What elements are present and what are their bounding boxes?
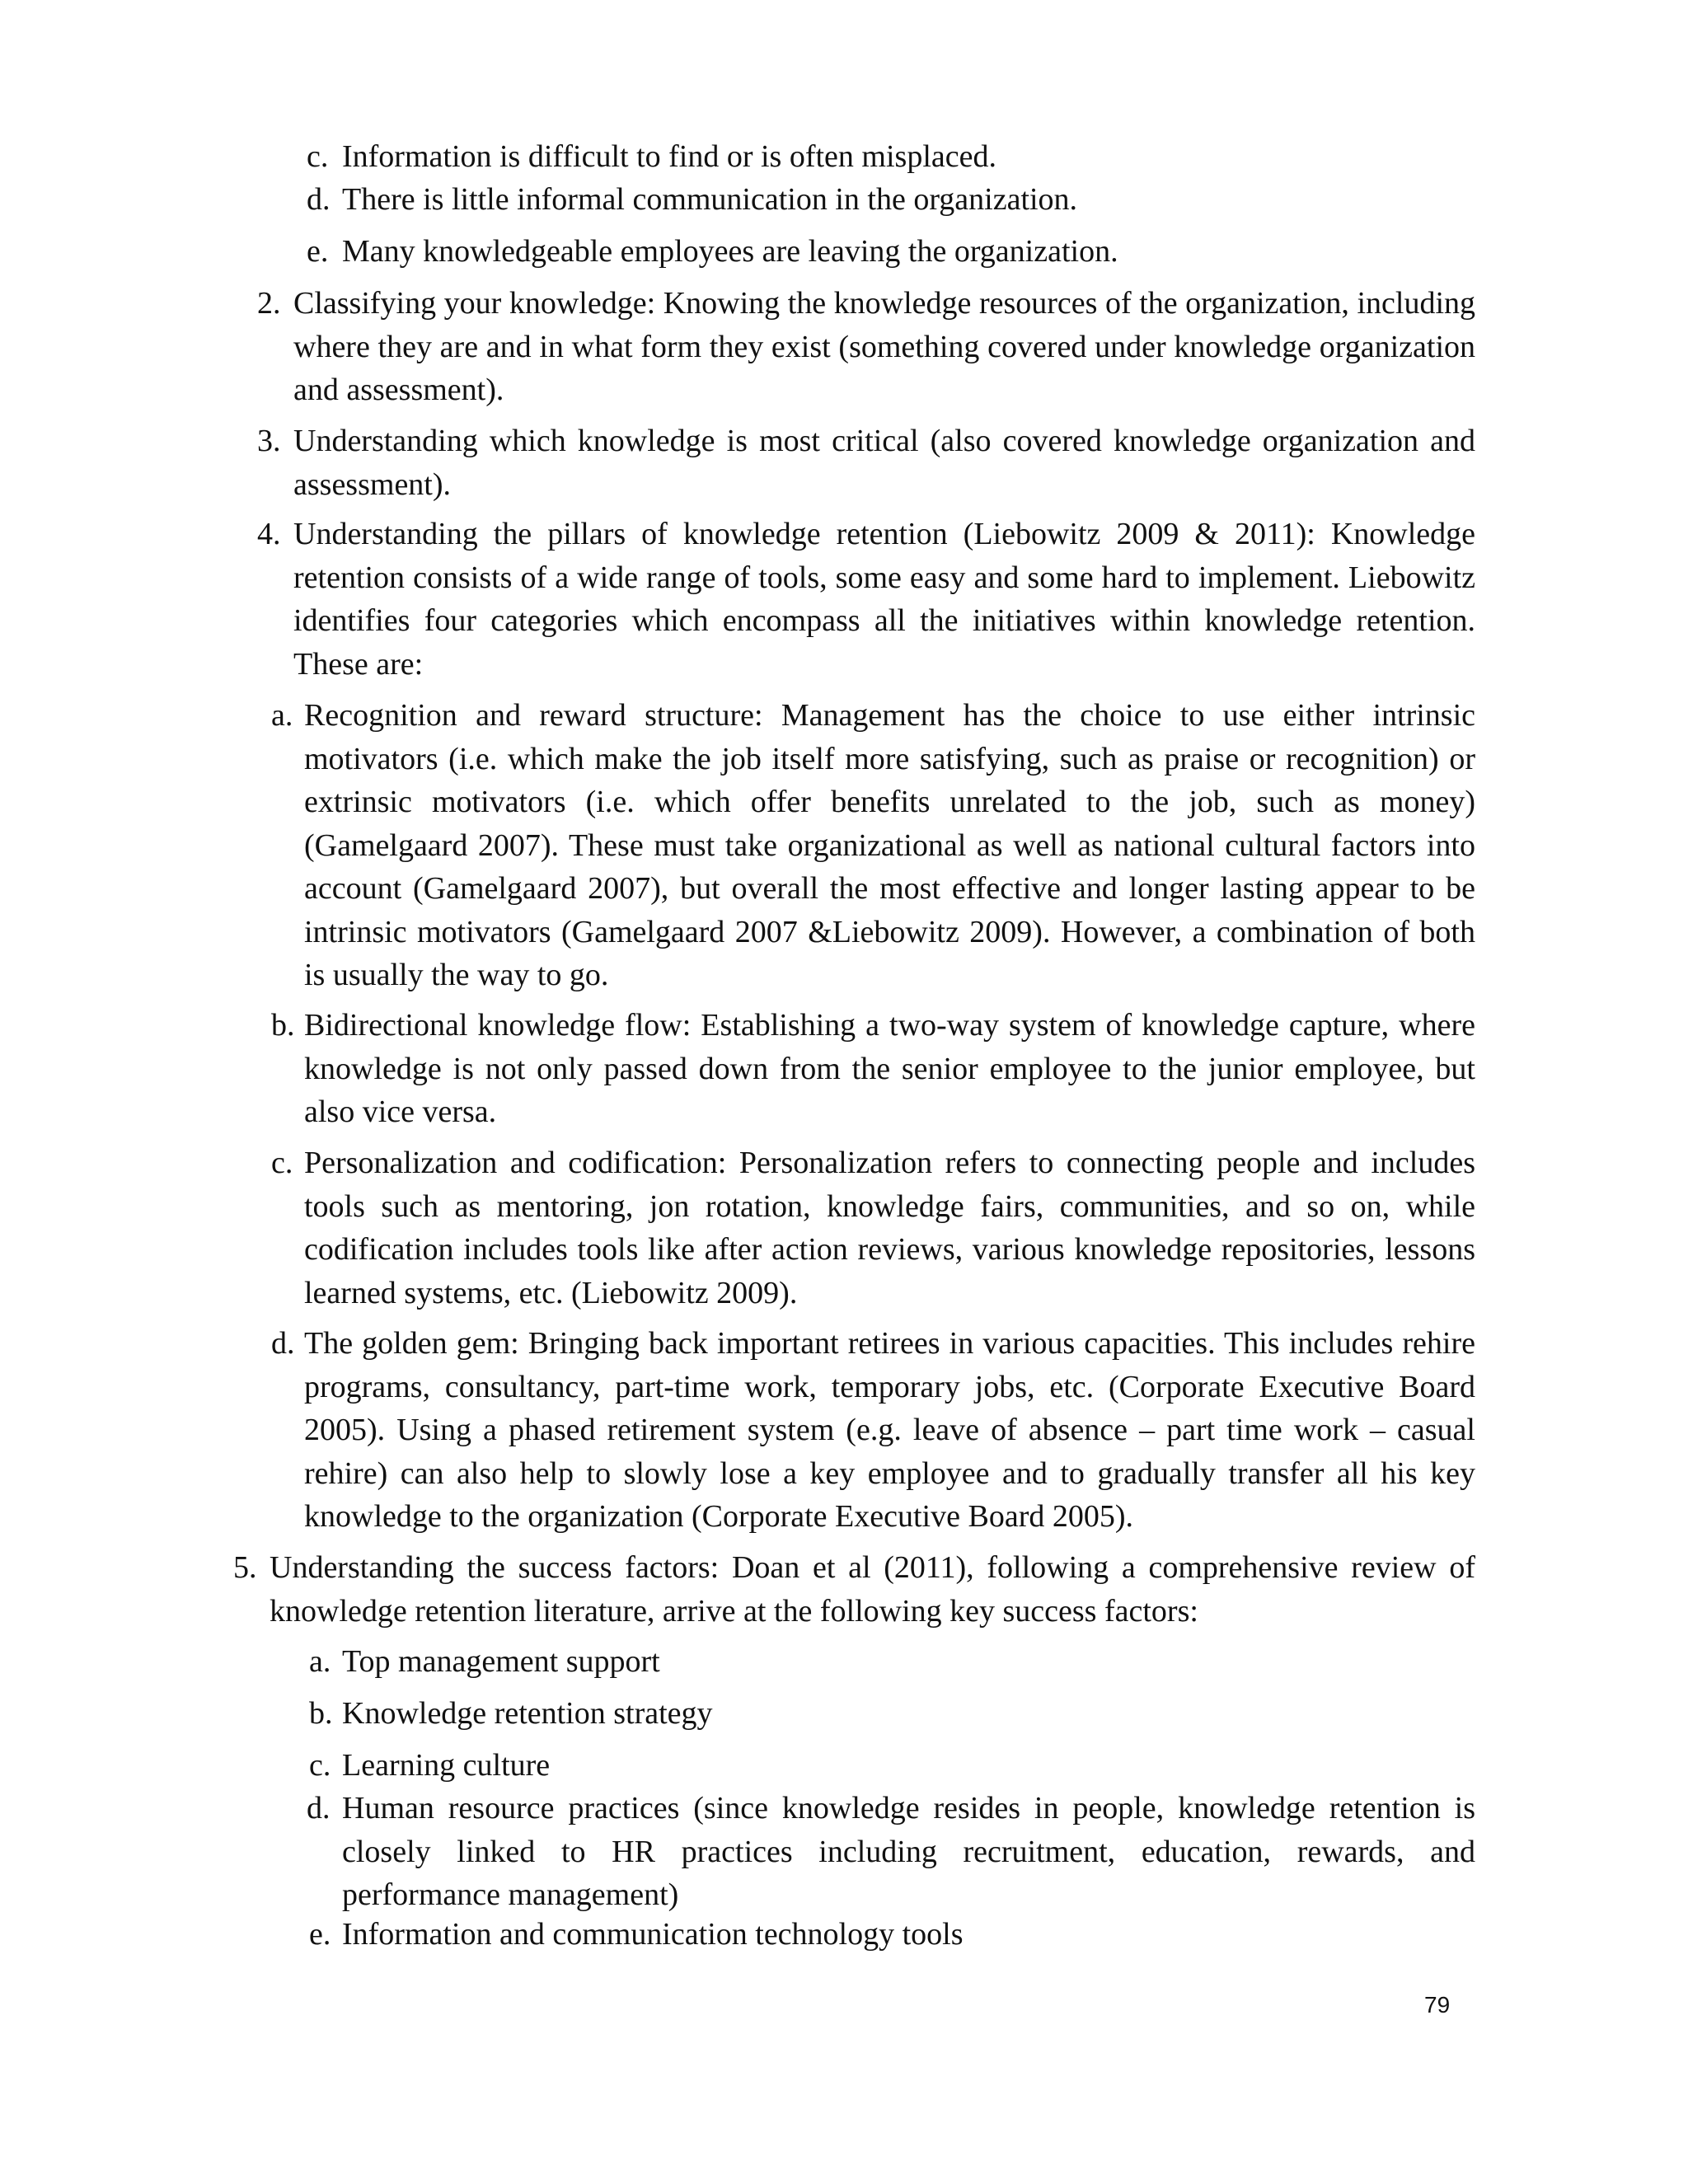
list-marker: b. [271,1008,295,1043]
list-item-text: Information and communication technology tools [342,1917,964,1952]
pillar-item-b [271,1004,1475,1134]
list-item-3 [257,419,1475,506]
list-marker: d. [271,1326,295,1361]
list-item-top-d [307,178,1475,222]
list-marker: a. [309,1644,331,1679]
list-marker: a. [271,698,293,733]
list-item-top-c [307,135,1475,179]
list-item-text: Learning culture [342,1748,551,1783]
list-item-text: Human resource practices (since knowledge resides in people, knowledge retention is closely linked to HR practices including recruitment, education, rewards, and performance management) [342,1791,1475,1912]
list-item-text: There is little informal communication in the organization. [342,182,1078,217]
pillar-item-a [271,694,1475,997]
list-item-4 [257,513,1475,686]
list-item-text: Understanding the pillars of knowledge retention (Liebowitz 2009 & 2011): Knowledge retention consists of a wide range of tools, some easy and some hard to implement. Liebowitz identifies four categories which encompass all the initiatives within knowledge retention. These are: [293,517,1475,682]
pillar-item-c [271,1141,1475,1315]
list-item-text: Understanding which knowledge is most critical (also covered knowledge organization and assessment). [293,424,1475,502]
list-item-text: Understanding the success factors: Doan et al (2011), following a comprehensive review of knowledge retention literature, arrive at the following key success factors: [270,1550,1475,1629]
list-marker: 2. [257,286,281,321]
factor-item-b [309,1692,1475,1736]
list-item-2 [257,282,1475,412]
list-marker: c. [309,1748,331,1783]
pillar-item-d [271,1322,1475,1539]
page-number: 79 [1424,1992,1451,2018]
list-item-text: Top management support [342,1644,660,1679]
list-marker: 5. [233,1550,257,1585]
list-marker: d. [307,1791,331,1825]
factor-item-e [309,1913,1475,1957]
list-item-text: Many knowledgeable employees are leaving the organization. [342,234,1118,269]
list-marker: e. [307,234,329,269]
list-item-text: Knowledge retention strategy [342,1696,713,1731]
factor-item-c [309,1744,1475,1788]
list-marker: c. [271,1146,293,1180]
list-item-text: The golden gem: Bringing back important retirees in various capacities. This includes rehire programs, consultancy, part-time work, temporary jobs, etc. (Corporate Executive Board 2005). Using a phased retirement system (e.g. leave of absence – part time work – casual rehire) can also help to slowly lose a key employee and to gradually transfer all his key knowledge to the organization (Corporate Executive Board 2005). [304,1326,1475,1534]
list-marker: 3. [257,424,281,458]
list-item-text: Information is difficult to find or is often misplaced. [342,139,996,174]
list-item-5 [233,1546,1475,1633]
list-marker: d. [307,182,331,217]
list-item-top-e [307,230,1475,274]
list-item-text: Bidirectional knowledge flow: Establishing a two-way system of knowledge capture, where knowledge is not only passed down from the senior employee to the junior employee, but also vice versa. [304,1008,1475,1129]
list-item-text: Classifying your knowledge: Knowing the knowledge resources of the organization, including where they are and in what form they exist (something covered under knowledge organization and assessment). [293,286,1475,407]
list-marker: b. [309,1696,333,1731]
list-marker: e. [309,1917,331,1952]
factor-item-d [307,1787,1475,1917]
list-item-text: Personalization and codification: Personalization refers to connecting people and includes tools such as mentoring, jon rotation, knowledge fairs, communities, and so on, while codification includes tools like after action reviews, various knowledge repositories, lessons learned systems, etc. (Liebowitz 2009). [304,1146,1475,1310]
factor-item-a [309,1640,1475,1684]
list-item-text: Recognition and reward structure: Management has the choice to use either intrinsic motivators (i.e. which make the job itself more satisfying, such as praise or recognition) or extrinsic motivators (i.e. which offer benefits unrelated to the job, such as money) (Gamelgaard 2007). These must take organizational as well as national cultural factors into account (Gamelgaard 2007), but overall the most effective and longer lasting appear to be intrinsic motivators (Gamelgaard 2007 &Liebowitz 2009). However, a combination of both is usually the way to go. [304,698,1475,992]
list-marker: c. [307,139,329,174]
list-marker: 4. [257,517,281,551]
